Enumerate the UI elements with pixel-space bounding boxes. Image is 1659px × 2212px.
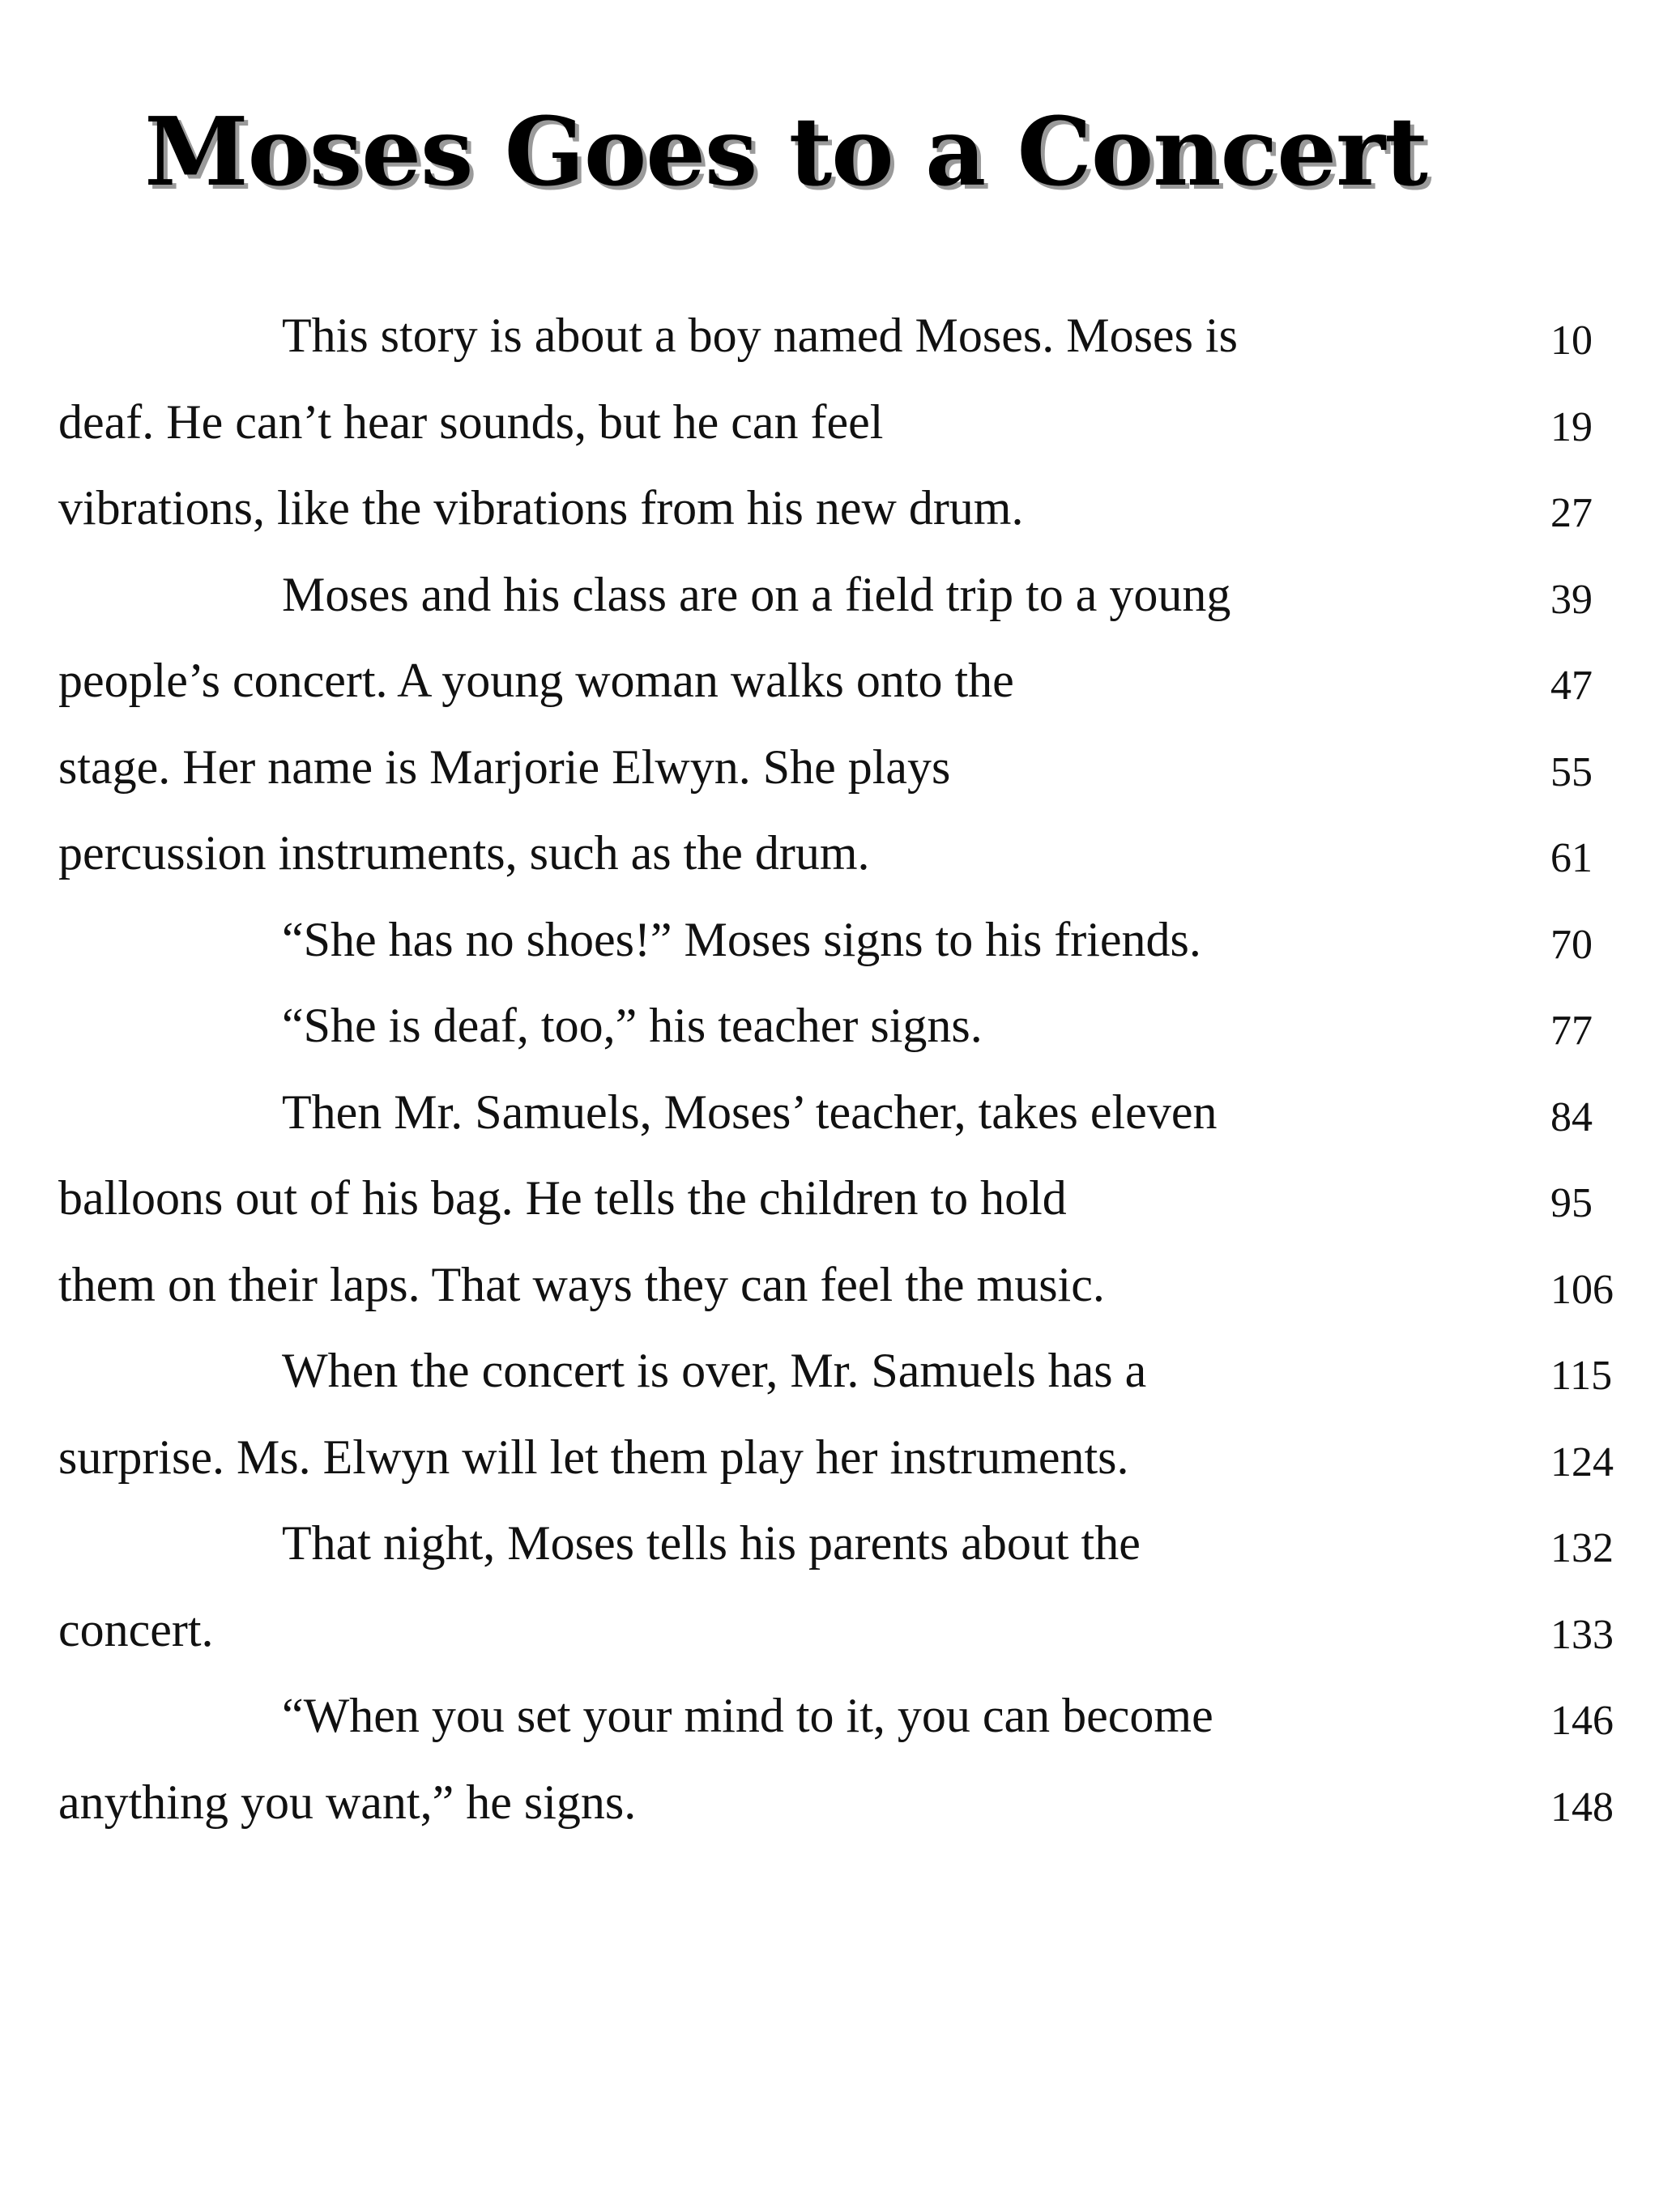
- line-text: That night, Moses tells his parents about the: [282, 1516, 1141, 1570]
- passage-line: [58, 1244, 1622, 1331]
- passage-line: [58, 812, 1622, 899]
- passage-line: [58, 1589, 1622, 1676]
- line-text: anything you want,” he signs.: [58, 1775, 637, 1829]
- line-text: Then Mr. Samuels, Moses’ teacher, takes eleven: [282, 1085, 1218, 1139]
- line-text: concert.: [58, 1602, 214, 1656]
- passage-line: [58, 727, 1622, 813]
- line-text: This story is about a boy named Moses. Moses is: [282, 309, 1238, 362]
- word-count: 47: [1550, 663, 1593, 709]
- line-text: “She is deaf, too,” his teacher signs.: [282, 999, 983, 1052]
- word-count: 95: [1550, 1180, 1593, 1226]
- passage-line: [58, 640, 1622, 727]
- passage-line: [58, 1072, 1622, 1158]
- word-count: 77: [1550, 1008, 1593, 1054]
- word-count: 84: [1550, 1093, 1593, 1140]
- word-count: 55: [1550, 748, 1593, 795]
- word-count: 70: [1550, 921, 1593, 968]
- passage-line: [58, 467, 1622, 554]
- line-text: vibrations, like the vibrations from his new drum.: [58, 481, 1024, 535]
- word-count: 115: [1550, 1353, 1613, 1399]
- line-text: percussion instruments, such as the drum.: [58, 826, 870, 880]
- passage-line: [58, 1762, 1622, 1848]
- passage-line: [58, 1502, 1622, 1589]
- page-title: Moses Goes to a Concert: [144, 97, 1427, 207]
- line-text: When the concert is over, Mr. Samuels has a: [282, 1344, 1147, 1397]
- word-count: 61: [1550, 835, 1593, 881]
- passage-line: [58, 1157, 1622, 1244]
- passage-line: [58, 899, 1622, 986]
- word-count: 10: [1550, 318, 1593, 364]
- line-text: balloons out of his bag. He tells the children to hold: [58, 1171, 1067, 1225]
- line-text: “When you set your mind to it, you can become: [282, 1689, 1213, 1742]
- passage-line: [58, 554, 1622, 641]
- passage-line: [58, 985, 1622, 1072]
- word-count: 124: [1550, 1438, 1614, 1485]
- passage-line: [58, 1417, 1622, 1503]
- word-count: 39: [1550, 576, 1593, 623]
- word-count: 27: [1550, 490, 1593, 536]
- line-text: surprise. Ms. Elwyn will let them play her instruments.: [58, 1430, 1129, 1484]
- line-text: people’s concert. A young woman walks onto the: [58, 654, 1014, 707]
- line-text: them on their laps. That ways they can feel the music.: [58, 1257, 1105, 1311]
- word-count: 133: [1550, 1611, 1614, 1658]
- line-text: stage. Her name is Marjorie Elwyn. She plays: [58, 739, 951, 794]
- passage-line: [58, 295, 1622, 381]
- line-text: Moses and his class are on a field trip to a young: [282, 567, 1231, 621]
- word-count: 132: [1550, 1525, 1614, 1571]
- word-count: 106: [1550, 1266, 1614, 1313]
- passage-line: [58, 1330, 1622, 1417]
- word-count: 148: [1550, 1784, 1614, 1831]
- word-count: 19: [1550, 403, 1593, 450]
- word-count: 146: [1550, 1698, 1614, 1744]
- line-text: “She has no shoes!” Moses signs to his friends.: [282, 912, 1201, 966]
- passage-line: [58, 381, 1622, 468]
- line-text: deaf. He can’t hear sounds, but he can feel: [58, 394, 884, 449]
- story-passage: [58, 295, 1622, 1848]
- passage-line: [58, 1675, 1622, 1762]
